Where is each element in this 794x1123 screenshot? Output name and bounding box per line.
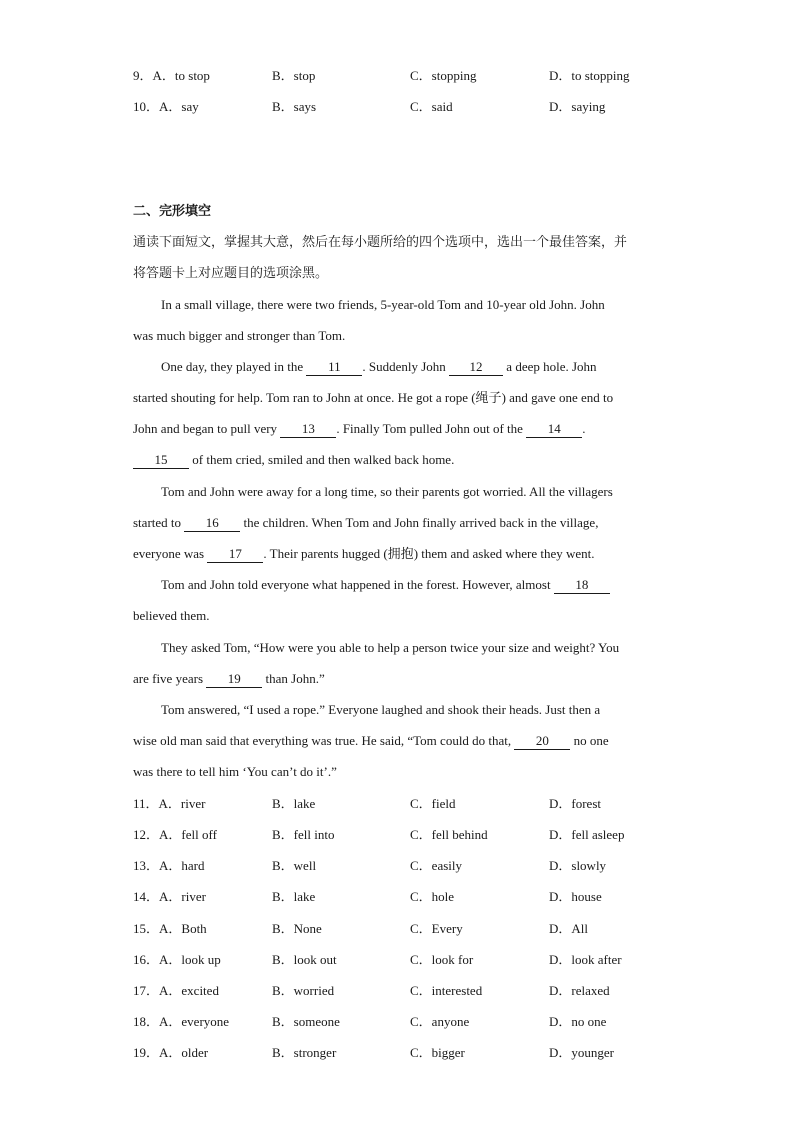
blank-11: 11 — [306, 359, 362, 376]
option-12-a: 12．A．fell off — [133, 827, 217, 842]
option-19-d: D．younger — [549, 1045, 614, 1060]
option-16-c: C．look for — [410, 952, 474, 967]
passage-line: John and began to pull very 13 . Finally Tom pulled John out of the 14 . — [133, 421, 586, 436]
option-12-b: B．fell into — [272, 827, 335, 842]
passage-line: are five years 19 than John.” — [133, 671, 325, 686]
passage-line: believed them. — [133, 608, 210, 623]
passage-line: everyone was 17 . Their parents hugged (拥抱) them and asked where they went. — [133, 546, 595, 562]
option-18-c: C．anyone — [410, 1014, 470, 1029]
option-11-a: 11．A．river — [133, 796, 206, 811]
blank-16: 16 — [184, 515, 240, 532]
option-row-14 — [133, 887, 663, 907]
option-10-a: 10．A．say — [133, 99, 199, 114]
option-19-a: 19．A．older — [133, 1045, 209, 1060]
passage-line: One day, they played in the 11 . Suddenly John 12 a deep hole. John — [161, 359, 597, 374]
option-14-d: D．house — [549, 889, 602, 904]
option-row-10 — [133, 97, 663, 117]
option-15-a: 15．A．Both — [133, 921, 207, 936]
option-12-c: C．fell behind — [410, 827, 488, 842]
option-18-b: B．someone — [272, 1014, 340, 1029]
option-row-19 — [133, 1043, 663, 1063]
option-9-d: D．to stopping — [549, 68, 630, 83]
passage-line: 15 of them cried, smiled and then walked back home. — [133, 450, 663, 470]
passage-line: started to 16 the children. When Tom and John finally arrived back in the village, — [133, 515, 599, 530]
blank-20: 20 — [514, 733, 570, 750]
option-11-c: C．field — [410, 796, 456, 811]
option-18-d: D．no one — [549, 1014, 607, 1029]
passage-line: In a small village, there were two friends, 5-year-old Tom and 10-year old John. John — [161, 297, 605, 312]
blank-14: 14 — [526, 421, 582, 438]
option-17-b: B．worried — [272, 983, 335, 998]
option-9-b: B．stop — [272, 68, 316, 83]
option-10-d: D．saying — [549, 99, 606, 114]
option-19-c: C．bigger — [410, 1045, 465, 1060]
blank-15: 15 — [133, 452, 189, 469]
option-14-b: B．lake — [272, 889, 316, 904]
option-16-a: 16．A．look up — [133, 952, 221, 967]
option-row-11 — [133, 794, 663, 814]
option-10-b: B．says — [272, 99, 317, 114]
option-15-d: D．All — [549, 921, 589, 936]
option-9-c: C．stopping — [410, 68, 477, 83]
option-11-d: D．forest — [549, 796, 601, 811]
blank-18: 18 — [554, 577, 610, 594]
blank-19: 19 — [206, 671, 262, 688]
option-17-d: D．relaxed — [549, 983, 610, 998]
section-instruction-line-1: 通读下面短文，掌握其大意，然后在每小题所给的四个选项中，选出一个最佳答案，并 — [133, 235, 628, 250]
passage-line: wise old man said that everything was true. He said, “Tom could do that, 20 no one — [133, 733, 609, 748]
option-15-c: C．Every — [410, 921, 463, 936]
section-instruction-line-2: 将答题卡上对应题目的选项涂黑。 — [133, 266, 329, 281]
option-17-a: 17．A．excited — [133, 983, 219, 998]
option-row-13 — [133, 856, 663, 876]
option-row-16 — [133, 950, 663, 970]
option-13-b: B．well — [272, 858, 317, 873]
option-row-18 — [133, 1012, 663, 1032]
passage-line: started shouting for help. Tom ran to John at once. He got a rope (绳子) and gave one end to — [133, 390, 614, 406]
option-row-15 — [133, 919, 663, 939]
passage-line: Tom answered, “I used a rope.” Everyone laughed and shook their heads. Just then a — [161, 702, 601, 717]
option-9-a: 9．A．to stop — [133, 68, 210, 83]
option-16-b: B．look out — [272, 952, 337, 967]
passage-line: They asked Tom, “How were you able to help a person twice your size and weight? You — [161, 640, 620, 655]
option-19-b: B．stronger — [272, 1045, 337, 1060]
option-12-d: D．fell asleep — [549, 827, 625, 842]
blank-12: 12 — [449, 359, 503, 376]
option-18-a: 18．A．everyone — [133, 1014, 230, 1029]
blank-13: 13 — [280, 421, 336, 438]
blank-17: 17 — [207, 546, 263, 563]
option-13-c: C．easily — [410, 858, 462, 873]
option-row-17 — [133, 981, 663, 1001]
passage-line: Tom and John were away for a long time, so their parents got worried. All the villagers — [161, 484, 613, 499]
option-16-d: D．look after — [549, 952, 622, 967]
option-14-a: 14．A．river — [133, 889, 206, 904]
option-17-c: C．interested — [410, 983, 483, 998]
option-13-d: D．slowly — [549, 858, 607, 873]
passage-line: Tom and John told everyone what happened in the forest. However, almost 18 — [161, 575, 663, 595]
option-row-12 — [133, 825, 663, 845]
passage-line: was much bigger and stronger than Tom. — [133, 328, 346, 343]
option-15-b: B．None — [272, 921, 322, 936]
passage-line: was there to tell him ‘You can’t do it’.” — [133, 764, 337, 779]
option-row-9 — [133, 66, 663, 86]
section-title: 二、完形填空 — [133, 204, 212, 219]
option-10-c: C．said — [410, 99, 453, 114]
option-11-b: B．lake — [272, 796, 316, 811]
option-14-c: C．hole — [410, 889, 455, 904]
option-13-a: 13．A．hard — [133, 858, 205, 873]
